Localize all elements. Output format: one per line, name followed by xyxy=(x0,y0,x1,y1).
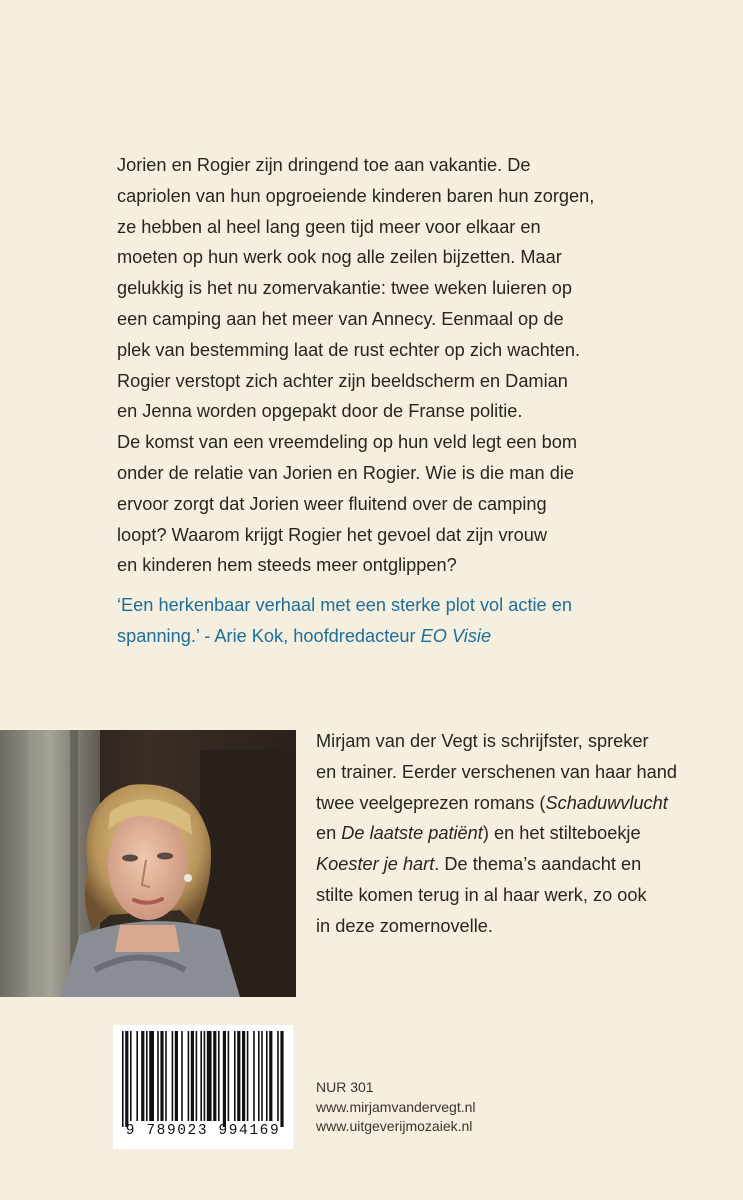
barcode-bar xyxy=(280,1031,283,1127)
barcode-bar xyxy=(122,1031,124,1127)
blurb-line: een camping aan het meer van Annecy. Eenmaal op de xyxy=(117,308,564,329)
bio-text: ) en het stilteboekje xyxy=(482,823,641,844)
quote-line xyxy=(117,621,547,652)
book-title-schaduwvlucht: Schaduwvlucht xyxy=(545,792,668,813)
isbn-number: 9 789023 994169 xyxy=(125,1123,281,1139)
bio-line: in deze zomernovelle. xyxy=(316,915,493,936)
bio-line: en trainer. Eerder verschenen van haar hand xyxy=(316,761,677,782)
bio-line: stilte komen terug in al haar werk, zo ook xyxy=(316,884,647,905)
barcode-bar xyxy=(207,1031,212,1121)
blurb-line: Jorien en Rogier zijn dringend toe aan vakantie. De xyxy=(117,155,531,175)
barcode-bar xyxy=(237,1031,240,1121)
quote-line: ‘Een herkenbaar verhaal met een sterke plot vol actie en xyxy=(117,595,572,615)
bio-line xyxy=(316,818,726,849)
blurb-line: en kinderen hem steeds meer ontglippen? xyxy=(117,555,457,576)
barcode-bar xyxy=(213,1031,216,1121)
blurb-line: moeten op hun werk ook nog alle zeilen bijzetten. Maar xyxy=(117,247,562,268)
bio-text: en xyxy=(316,823,342,844)
synopsis-blurb xyxy=(117,150,595,581)
barcode-bar xyxy=(242,1031,245,1121)
book-title-de-laatste-patient: De laatste patiënt xyxy=(341,823,483,844)
barcode-bar xyxy=(196,1031,198,1121)
barcode-bar xyxy=(165,1031,167,1121)
bio-line xyxy=(316,849,726,880)
barcode-bar xyxy=(146,1031,148,1121)
blurb-line: loopt? Waarom krijgt Rogier het gevoel dat zijn vrouw xyxy=(117,524,547,545)
barcode-bar xyxy=(160,1031,163,1121)
barcode-bar xyxy=(141,1031,144,1121)
barcode-bar xyxy=(157,1031,159,1121)
isbn-barcode xyxy=(113,1025,293,1149)
barcode-bar xyxy=(258,1031,260,1121)
barcode-bar xyxy=(204,1031,206,1121)
book-title-koester-je-hart: Koester je hart xyxy=(316,854,435,875)
barcode-bar xyxy=(136,1031,138,1121)
bio-line: Mirjam van der Vegt is schrijfster, spreker xyxy=(316,731,649,751)
author-bio xyxy=(316,726,726,942)
barcode-bar xyxy=(261,1031,263,1121)
barcode-bar xyxy=(125,1031,128,1127)
barcode-bar xyxy=(172,1031,174,1121)
quote-attribution: spanning.’ - Arie Kok, hoofdredacteur xyxy=(117,625,421,646)
publisher-website: www.uitgeverijmozaiek.nl xyxy=(316,1118,473,1134)
blurb-line: De komst van een vreemdeling op hun veld legt een bom xyxy=(117,432,578,453)
barcode-bar xyxy=(253,1031,255,1121)
barcode-bar xyxy=(130,1031,132,1121)
blurb-line: plek van bestemming laat de rust echter op zich wachten. xyxy=(117,339,581,360)
barcode-bar xyxy=(223,1031,226,1127)
barcode-bar xyxy=(188,1031,190,1121)
barcode-bar xyxy=(277,1031,279,1121)
blurb-line: ze hebben al heel lang geen tijd meer voor elkaar en xyxy=(117,216,541,237)
barcode-bar xyxy=(234,1031,236,1121)
barcode-bar xyxy=(175,1031,178,1121)
barcode-bar xyxy=(191,1031,194,1121)
blurb-line: ervoor zorgt dat Jorien weer fluitend over de camping xyxy=(117,493,547,514)
barcode-bar xyxy=(181,1031,183,1121)
nur-code: NUR 301 xyxy=(316,1079,374,1095)
barcode-bar xyxy=(247,1031,249,1121)
author-portrait-photo xyxy=(0,730,296,997)
barcode-bar xyxy=(266,1031,268,1121)
quote-publication: EO Visie xyxy=(420,625,492,646)
barcode-bar xyxy=(228,1031,230,1121)
blurb-line: capriolen van hun opgroeiende kinderen baren hun zorgen, xyxy=(117,185,595,206)
barcode-bar xyxy=(200,1031,202,1121)
blurb-line: gelukkig is het nu zomervakantie: twee weken luieren op xyxy=(117,278,572,299)
barcode-bar xyxy=(218,1031,220,1121)
publication-info xyxy=(316,1078,476,1137)
author-website: www.mirjamvandervegt.nl xyxy=(316,1098,476,1115)
blurb-line: onder de relatie van Jorien en Rogier. Wie is die man die xyxy=(117,462,574,483)
barcode-bar xyxy=(269,1031,272,1121)
blurb-line: Rogier verstopt zich achter zijn beeldscherm en Damian xyxy=(117,370,568,391)
blurb-line: en Jenna worden opgepakt door de Franse politie. xyxy=(117,401,523,422)
review-quote xyxy=(117,590,572,652)
bio-text: twee veelgeprezen romans ( xyxy=(316,792,546,813)
barcode-bar xyxy=(149,1031,154,1121)
bio-text: . De thema’s aandacht en xyxy=(434,854,642,875)
bio-line xyxy=(316,788,726,819)
